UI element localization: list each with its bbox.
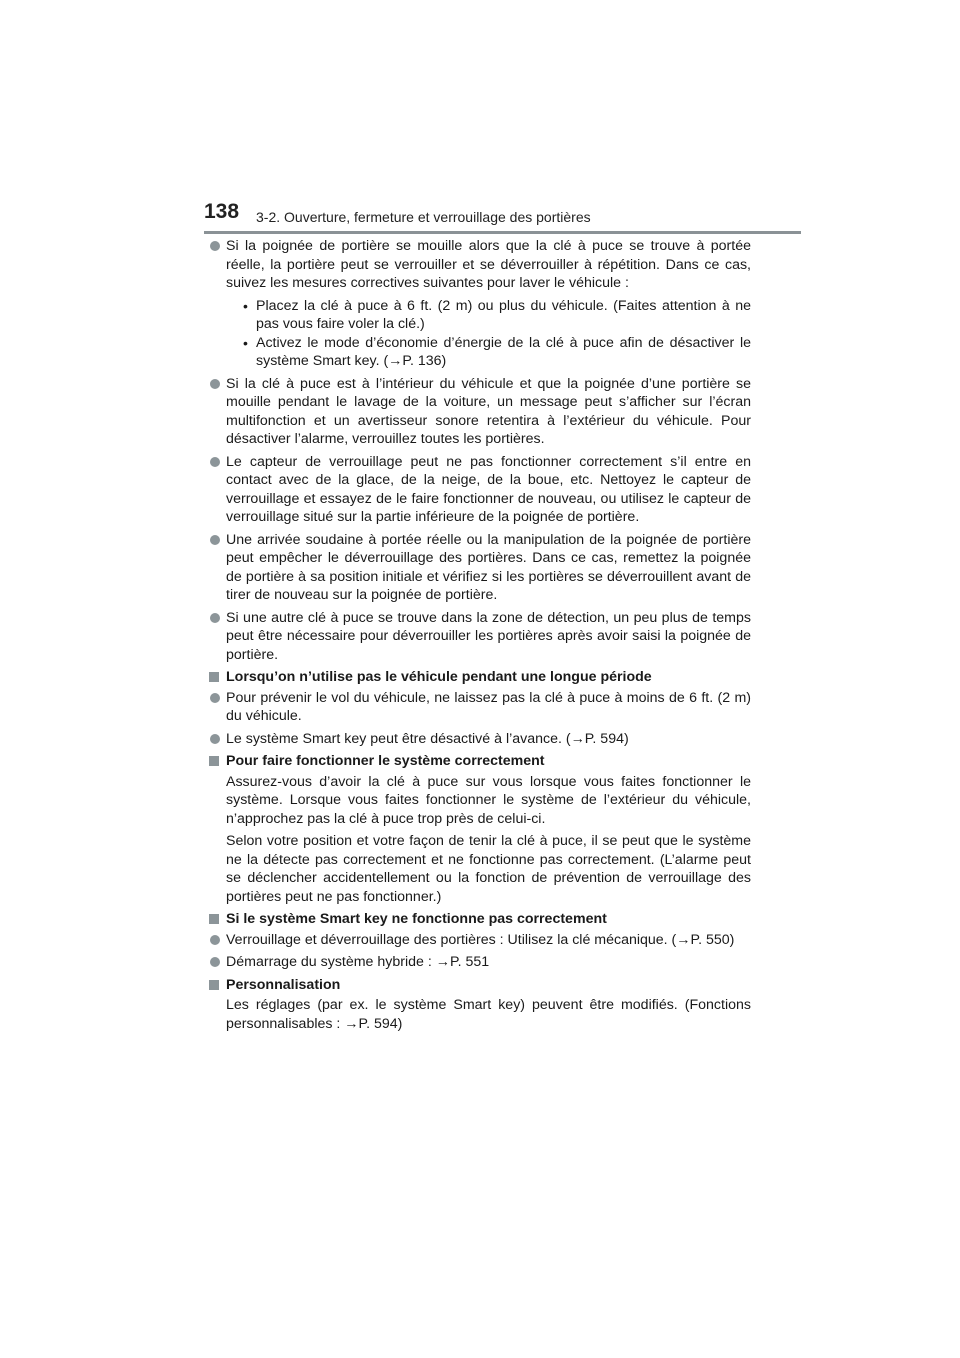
bullet-text: Démarrage du système hybride : →P. 551 (226, 954, 490, 970)
small-bullet-icon: • (243, 297, 248, 314)
bullet-dot-icon (210, 379, 220, 389)
bullet-text: Si une autre clé à puce se trouve dans la zone de détection, un peu plus de temps peut être nécessaire pour déverrouiller les portières après avoir saisi la poignée de portière. (226, 609, 751, 663)
page-number: 138 (204, 200, 240, 223)
bullet-item (209, 931, 751, 950)
bullet-dot-icon (210, 935, 220, 945)
bullet-text: Pour prévenir le vol du véhicule, ne laissez pas la clé à puce à moins de 6 ft. (2 m) du véhicule. (226, 689, 751, 724)
bullet-text: Le système Smart key peut être désactivé à l’avance. (→P. 594) (226, 730, 629, 747)
bullet-dot-icon (210, 457, 220, 467)
bullet-dot-icon (210, 957, 220, 967)
sub-list (226, 297, 751, 371)
section-heading (209, 668, 751, 687)
square-bullet-icon (209, 914, 219, 924)
square-bullet-icon (209, 756, 219, 766)
section-heading (209, 752, 751, 771)
bullet-item (209, 531, 751, 605)
page-content (209, 237, 751, 1037)
sub-item-text: Placez la clé à puce à 6 ft. (2 m) ou plus du véhicule. (Faites attention à ne pas vous faire voler la clé.) (256, 297, 751, 332)
bullet-item (209, 237, 751, 371)
bullet-item (209, 609, 751, 665)
bullet-dot-icon (210, 734, 220, 744)
square-bullet-icon (209, 980, 219, 990)
bullet-item (209, 375, 751, 449)
section-heading (209, 976, 751, 995)
square-bullet-icon (209, 672, 219, 682)
bullet-dot-icon (210, 693, 220, 703)
running-header: 3-2. Ouverture, fermeture et verrouillage des portières (256, 209, 591, 225)
bullet-item (209, 953, 751, 972)
header-rule (204, 231, 801, 234)
paragraph: Assurez-vous d’avoir la clé à puce sur vous lorsque vous faites fonctionner le système. Lorsque vous faites fonctionner le système de l’extérieur du véhicule, n’approchez pas la clé à puce trop près de celui-ci. (226, 773, 751, 827)
bullet-item (209, 730, 751, 749)
bullet-item (209, 453, 751, 527)
section-heading-text: Pour faire fonctionner le système correctement (226, 753, 545, 769)
bullet-text: Si la poignée de portière se mouille alors que la clé à puce se trouve à portée réelle, la portière peut se verrouiller et se déverrouiller à répétition. Dans ce cas, suivez les mesures correctives suivantes pour laver le véhicule : (226, 238, 751, 291)
section-heading-text: Si le système Smart key ne fonctionne pas correctement (226, 911, 607, 927)
paragraph: Les réglages (par ex. le système Smart key) peuvent être modifiés. (Fonctions personnalisables : →P. 594) (226, 997, 751, 1032)
section-heading (209, 910, 751, 929)
sub-item-text: Activez le mode d’économie d’énergie de la clé à puce afin de désactiver le système Smart key. (→P. 136) (256, 334, 751, 369)
bullet-dot-icon (210, 535, 220, 545)
bullet-text: Si la clé à puce est à l’intérieur du véhicule et que la poignée d’une portière se mouille pendant le lavage de la voiture, un message peut s’afficher sur l’écran multifonction et un avertisseur sonore retentira à l’extérieur du véhicule. Pour désactiver l’alarme, verrouillez toutes les portières. (226, 375, 751, 447)
bullet-text: Le capteur de verrouillage peut ne pas fonctionner correctement s’il entre en contact avec de la glace, de la neige, de la boue, etc. Nettoyez le capteur de verrouillage et essayez de le faire fonctionner de nouveau, ou utilisez le capteur de verrouillage situé sur la partie inférieure de la poignée de portière. (226, 453, 751, 525)
bullet-item (209, 689, 751, 726)
sub-item (226, 297, 751, 334)
bullet-dot-icon (210, 613, 220, 623)
small-bullet-icon: • (243, 334, 248, 351)
section-heading-text: Personnalisation (226, 976, 341, 993)
bullet-dot-icon (210, 241, 220, 251)
section-heading-text: Lorsqu’on n’utilise pas le véhicule pendant une longue période (226, 669, 652, 685)
bullet-text: Verrouillage et déverrouillage des portières : Utilisez la clé mécanique. (→P. 550) (226, 931, 735, 948)
sub-item (226, 334, 751, 371)
bullet-text: Une arrivée soudaine à portée réelle ou la manipulation de la poignée de portière peut empêcher le déverrouillage des portières. Dans ce cas, remettez la poignée de portière à sa position initiale et vérifiez si les portières se déverrouillent avant de tirer de nouveau sur la poignée de portière. (226, 531, 751, 603)
paragraph: Selon votre position et votre façon de tenir la clé à puce, il se peut que le système ne la détecte pas correctement et ne fonctionne pas correctement. (L’alarme peut se déclencher accidentellement ou la fonction de prévention de verrouillage des portières peut ne pas fonctionner.) (226, 833, 751, 905)
